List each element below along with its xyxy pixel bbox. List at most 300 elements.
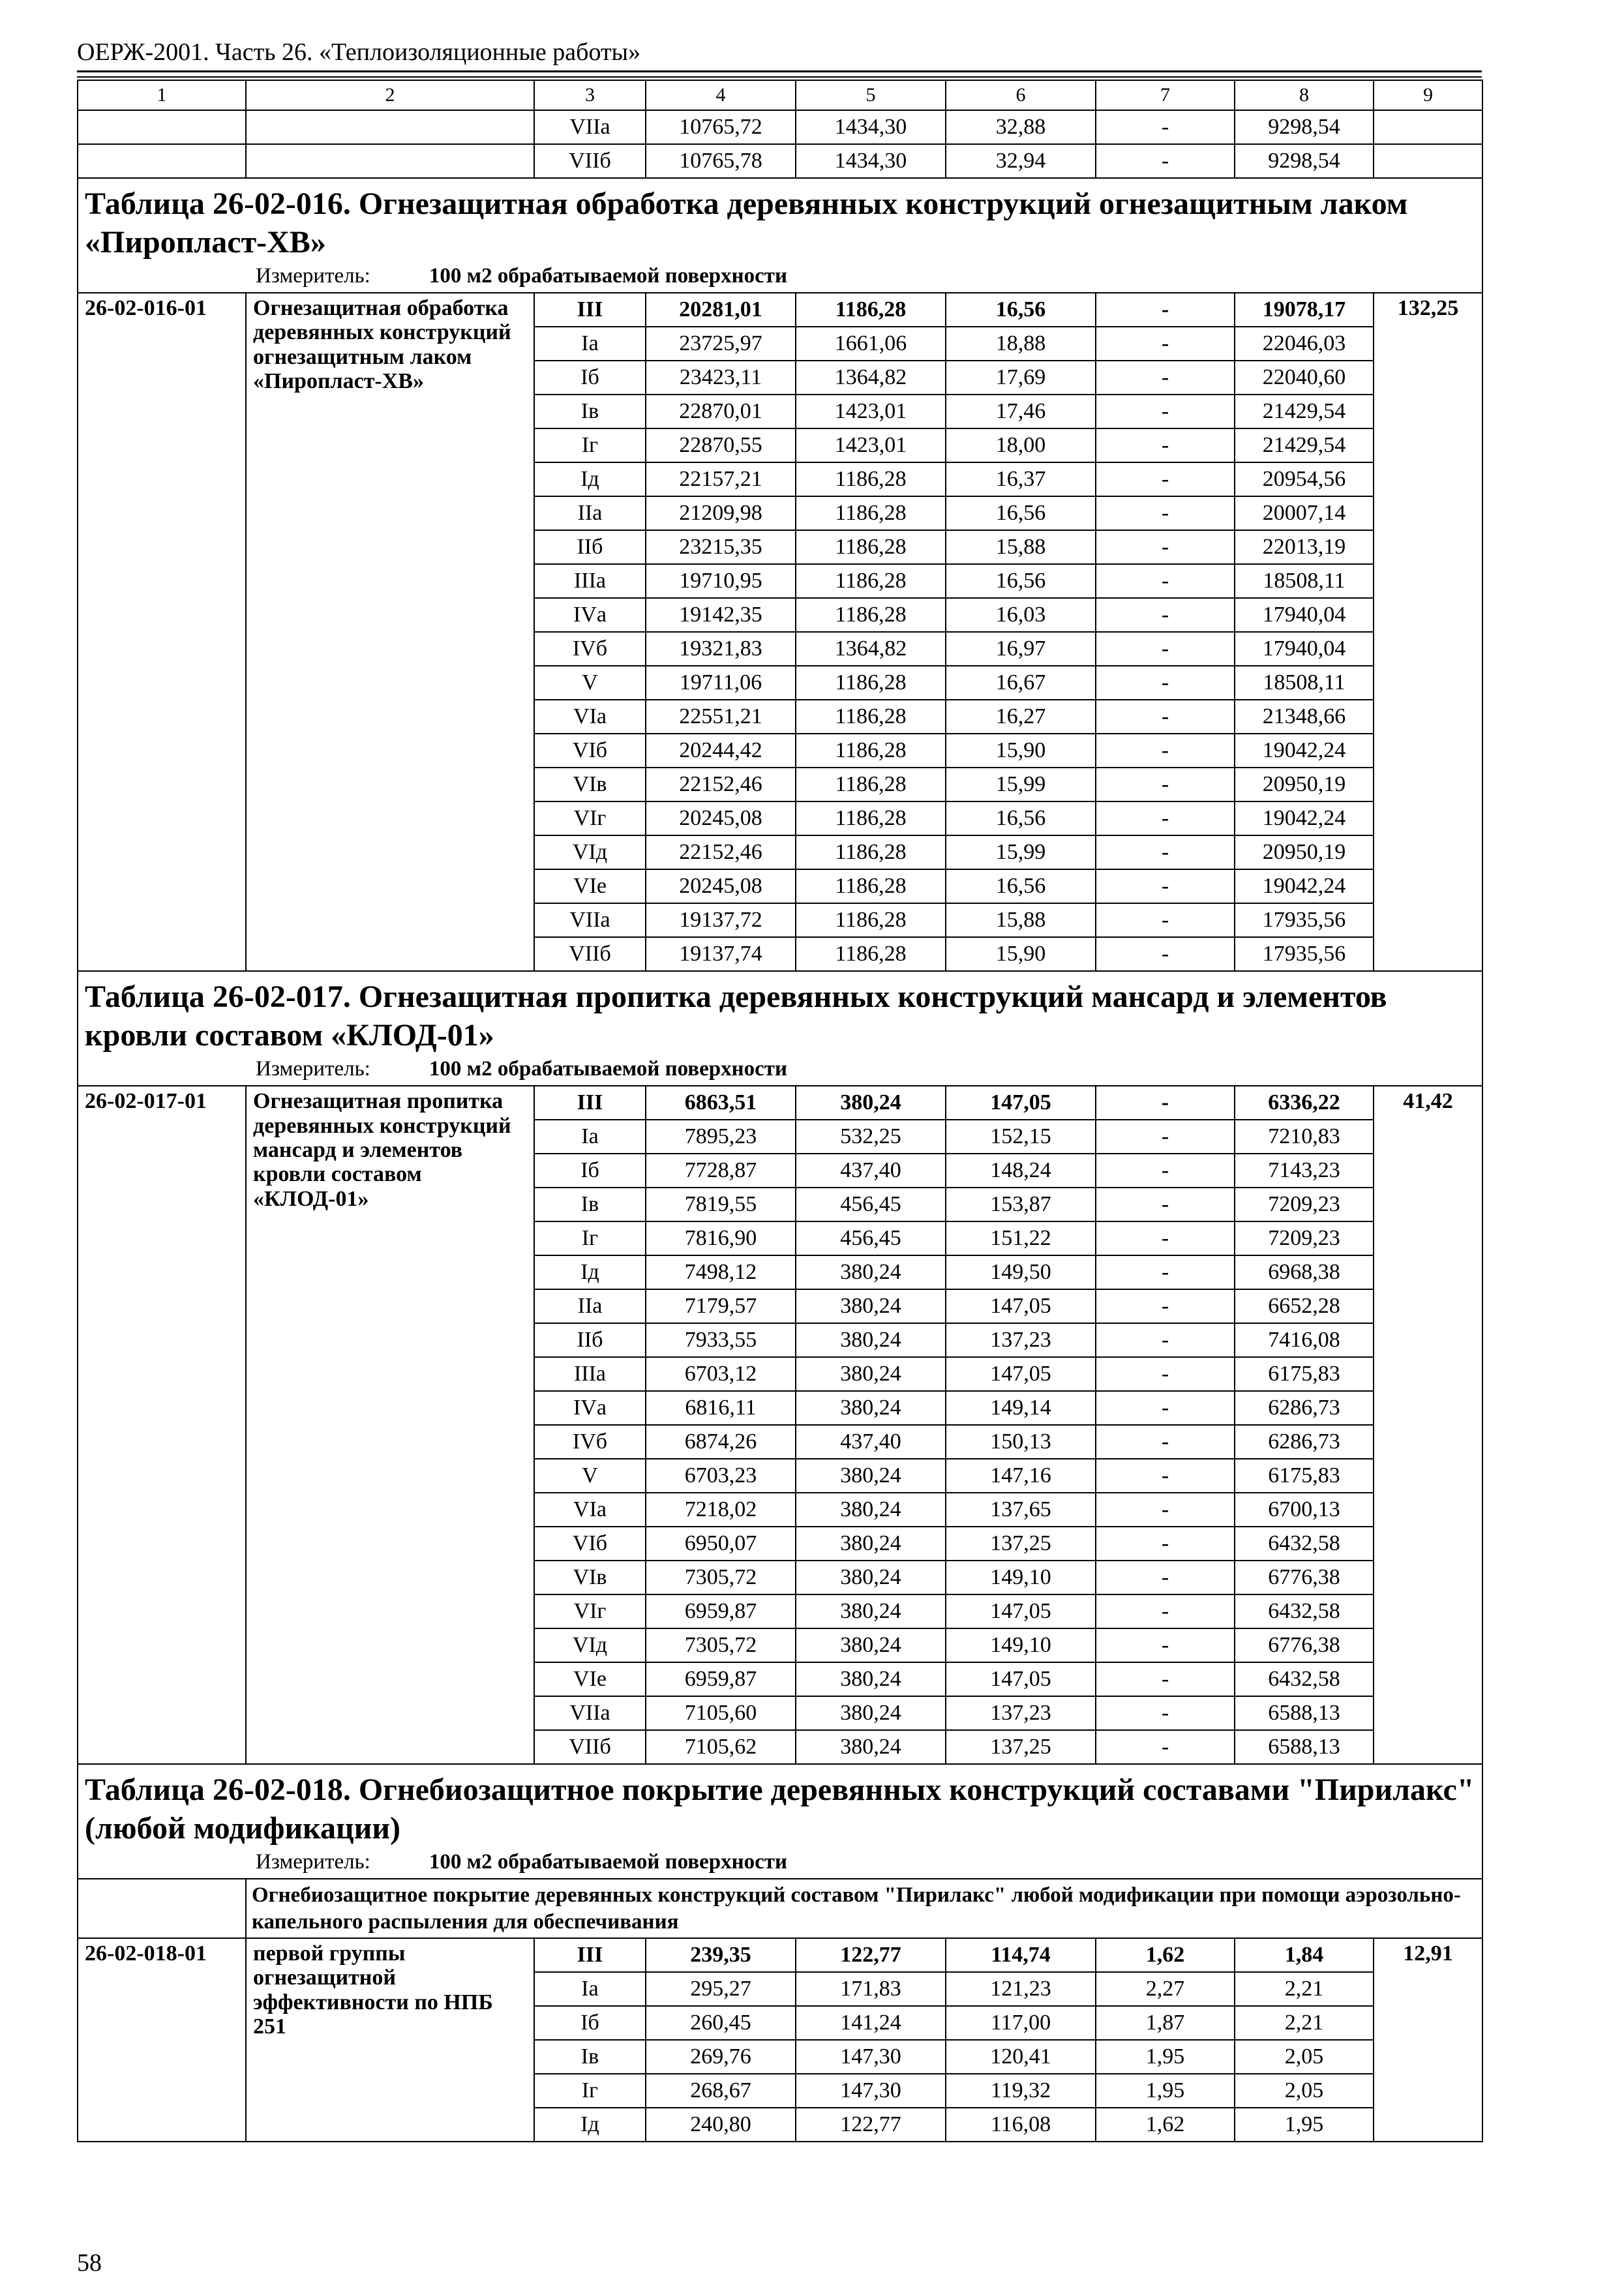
value-cell: 17940,04 — [1235, 632, 1374, 666]
value-cell: 6286,73 — [1235, 1391, 1374, 1425]
value-cell: 7105,62 — [646, 1730, 796, 1764]
value-cell: 137,23 — [946, 1696, 1096, 1730]
table-heading-cell — [78, 1764, 1482, 1879]
value-cell: 149,10 — [946, 1628, 1096, 1662]
value-cell: - — [1096, 1561, 1235, 1594]
value-cell: - — [1096, 1527, 1235, 1561]
value-cell: - — [1096, 1120, 1235, 1154]
description-cell — [246, 144, 534, 178]
value-cell: 20950,19 — [1235, 835, 1374, 869]
value-cell: 22157,21 — [646, 462, 796, 496]
value-cell: IVа — [534, 1391, 646, 1425]
value-cell: 7143,23 — [1235, 1154, 1374, 1188]
value-cell: 16,27 — [946, 700, 1096, 734]
table-section-header — [78, 178, 1482, 293]
value-cell: 16,56 — [946, 564, 1096, 598]
value-cell: 9298,54 — [1235, 110, 1374, 144]
unit-label: Измеритель: — [256, 1057, 370, 1081]
value-cell: 6703,12 — [646, 1357, 796, 1391]
value-cell: VIд — [534, 1628, 646, 1662]
value-cell: 1186,28 — [796, 462, 946, 496]
value-cell: 1,87 — [1096, 2006, 1235, 2040]
description-cell: Огнезащитная пропитка деревянных конструкций мансард и элементов кровли составом «КЛОД-01» — [246, 1086, 534, 1764]
subheading-row — [78, 1879, 1482, 1938]
value-cell: - — [1096, 768, 1235, 801]
value-cell: 19710,95 — [646, 564, 796, 598]
value-cell: 6432,58 — [1235, 1662, 1374, 1696]
value-cell: - — [1096, 327, 1235, 361]
value-cell: 380,24 — [796, 1662, 946, 1696]
value-cell: 147,30 — [796, 2040, 946, 2074]
value-cell: 1186,28 — [796, 903, 946, 937]
value-cell: - — [1096, 395, 1235, 428]
value-cell: 16,03 — [946, 598, 1096, 632]
sum-cell: 132,25 — [1374, 293, 1482, 971]
value-cell: IVб — [534, 1425, 646, 1459]
value-cell: 380,24 — [796, 1086, 946, 1120]
value-cell: 7933,55 — [646, 1323, 796, 1357]
value-cell: VIе — [534, 1662, 646, 1696]
value-cell: V — [534, 666, 646, 700]
value-cell: IIIа — [534, 564, 646, 598]
value-cell: 380,24 — [796, 1459, 946, 1493]
value-cell: 1423,01 — [796, 395, 946, 428]
value-cell: 1661,06 — [796, 327, 946, 361]
code-cell: 26-02-018-01 — [78, 1938, 246, 2142]
value-cell: 6700,13 — [1235, 1493, 1374, 1527]
value-cell: Iг — [534, 2074, 646, 2108]
value-cell: 20244,42 — [646, 734, 796, 768]
column-number: 4 — [646, 80, 796, 110]
value-cell: 2,21 — [1235, 1972, 1374, 2006]
value-cell: 6175,83 — [1235, 1357, 1374, 1391]
value-cell: 147,16 — [946, 1459, 1096, 1493]
value-cell: - — [1096, 1357, 1235, 1391]
description-cell: Огнезащитная обработка деревянных конструкций огнезащитным лаком «Пиропласт-ХВ» — [246, 293, 534, 971]
value-cell: 150,13 — [946, 1425, 1096, 1459]
value-cell: 21429,54 — [1235, 428, 1374, 462]
value-cell: 6776,38 — [1235, 1628, 1374, 1662]
value-cell: 1364,82 — [796, 632, 946, 666]
value-cell: 15,88 — [946, 530, 1096, 564]
value-cell: 16,56 — [946, 869, 1096, 903]
column-number: 1 — [78, 80, 246, 110]
value-cell: 18,88 — [946, 327, 1096, 361]
value-cell: - — [1096, 1289, 1235, 1323]
document-header: ОЕРЖ-2001. Часть 26. «Теплоизоляционные работы» — [77, 38, 641, 66]
value-cell: 380,24 — [796, 1289, 946, 1323]
value-cell: - — [1096, 632, 1235, 666]
value-cell: VIе — [534, 869, 646, 903]
value-cell: - — [1096, 293, 1235, 327]
value-cell: 22040,60 — [1235, 361, 1374, 395]
unit-label: Измеритель: — [256, 1850, 370, 1874]
value-cell: - — [1096, 428, 1235, 462]
value-cell: 19711,06 — [646, 666, 796, 700]
value-cell: 1186,28 — [796, 700, 946, 734]
value-cell: 380,24 — [796, 1323, 946, 1357]
value-cell: 18508,11 — [1235, 666, 1374, 700]
value-cell: 15,99 — [946, 768, 1096, 801]
value-cell: 137,25 — [946, 1730, 1096, 1764]
value-cell: 122,77 — [796, 1938, 946, 1972]
value-cell: 437,40 — [796, 1425, 946, 1459]
value-cell: 9298,54 — [1235, 144, 1374, 178]
value-cell: 149,14 — [946, 1391, 1096, 1425]
value-cell: 1186,28 — [796, 293, 946, 327]
value-cell: 1186,28 — [796, 869, 946, 903]
value-cell: VIIа — [534, 110, 646, 144]
value-cell: Iг — [534, 1221, 646, 1255]
value-cell: 269,76 — [646, 2040, 796, 2074]
value-cell: 1186,28 — [796, 801, 946, 835]
value-cell: Iа — [534, 1972, 646, 2006]
value-cell: 1186,28 — [796, 496, 946, 530]
column-number: 8 — [1235, 80, 1374, 110]
value-cell: 7819,55 — [646, 1188, 796, 1221]
value-cell: - — [1096, 734, 1235, 768]
value-cell: 22152,46 — [646, 768, 796, 801]
header-rule — [77, 70, 1482, 72]
value-cell: 6816,11 — [646, 1391, 796, 1425]
value-cell: - — [1096, 835, 1235, 869]
table-heading-cell — [78, 178, 1482, 293]
value-cell: 7498,12 — [646, 1255, 796, 1289]
value-cell: - — [1096, 1730, 1235, 1764]
value-cell: 6959,87 — [646, 1594, 796, 1628]
value-cell: 10765,78 — [646, 144, 796, 178]
sum-cell: 41,42 — [1374, 1086, 1482, 1764]
value-cell: 7179,57 — [646, 1289, 796, 1323]
value-cell: 6588,13 — [1235, 1696, 1374, 1730]
value-cell: - — [1096, 1255, 1235, 1289]
value-cell: 6432,58 — [1235, 1527, 1374, 1561]
value-cell: 147,05 — [946, 1289, 1096, 1323]
value-cell: 1186,28 — [796, 734, 946, 768]
value-cell: 532,25 — [796, 1120, 946, 1154]
value-cell: 19137,72 — [646, 903, 796, 937]
value-cell: - — [1096, 361, 1235, 395]
value-cell: 16,56 — [946, 801, 1096, 835]
value-cell: - — [1096, 1086, 1235, 1120]
value-cell: 2,27 — [1096, 1972, 1235, 2006]
column-number: 7 — [1096, 80, 1235, 110]
page-number: 58 — [77, 2249, 102, 2277]
value-cell: VIIб — [534, 937, 646, 971]
value-cell: 1186,28 — [796, 666, 946, 700]
value-cell: - — [1096, 937, 1235, 971]
value-cell: 380,24 — [796, 1357, 946, 1391]
value-cell: 7105,60 — [646, 1696, 796, 1730]
value-cell: 437,40 — [796, 1154, 946, 1188]
value-cell: 20245,08 — [646, 869, 796, 903]
value-cell: 22551,21 — [646, 700, 796, 734]
value-cell: 23215,35 — [646, 530, 796, 564]
table-heading-cell — [78, 971, 1482, 1086]
value-cell: 6703,23 — [646, 1459, 796, 1493]
value-cell: VIд — [534, 835, 646, 869]
value-cell: VIв — [534, 768, 646, 801]
value-cell: III — [534, 1938, 646, 1972]
value-cell: 1186,28 — [796, 937, 946, 971]
value-cell: Iб — [534, 361, 646, 395]
value-cell: 380,24 — [796, 1561, 946, 1594]
value-cell: IIб — [534, 1323, 646, 1357]
code-cell — [78, 144, 246, 178]
value-cell: 153,87 — [946, 1188, 1096, 1221]
value-cell: 19078,17 — [1235, 293, 1374, 327]
value-cell: - — [1096, 1391, 1235, 1425]
value-cell: 380,24 — [796, 1628, 946, 1662]
value-cell: - — [1096, 530, 1235, 564]
value-cell: 19142,35 — [646, 598, 796, 632]
value-cell: - — [1096, 1493, 1235, 1527]
code-cell: 26-02-017-01 — [78, 1086, 246, 1764]
value-cell: 6863,51 — [646, 1086, 796, 1120]
value-cell: IVб — [534, 632, 646, 666]
column-number: 3 — [534, 80, 646, 110]
value-cell: 17,69 — [946, 361, 1096, 395]
value-cell: 149,10 — [946, 1561, 1096, 1594]
value-cell: Iв — [534, 1188, 646, 1221]
value-cell: 17935,56 — [1235, 903, 1374, 937]
value-cell: 456,45 — [796, 1188, 946, 1221]
value-cell: 1434,30 — [796, 110, 946, 144]
value-cell: 7416,08 — [1235, 1323, 1374, 1357]
value-cell: 23423,11 — [646, 361, 796, 395]
value-cell: 7305,72 — [646, 1561, 796, 1594]
code-cell — [78, 110, 246, 144]
table-row — [78, 1086, 1482, 1120]
column-number: 2 — [246, 80, 534, 110]
value-cell: 7210,83 — [1235, 1120, 1374, 1154]
value-cell: VIIа — [534, 903, 646, 937]
value-cell: III — [534, 293, 646, 327]
value-cell: VIв — [534, 1561, 646, 1594]
value-cell: 151,22 — [946, 1221, 1096, 1255]
column-number-row — [78, 80, 1482, 110]
value-cell: 19137,74 — [646, 937, 796, 971]
value-cell: 19042,24 — [1235, 801, 1374, 835]
code-cell: 26-02-016-01 — [78, 293, 246, 971]
value-cell: 121,23 — [946, 1972, 1096, 2006]
value-cell: 22152,46 — [646, 835, 796, 869]
value-cell: Iд — [534, 2108, 646, 2142]
value-cell: 114,74 — [946, 1938, 1096, 1972]
table-title: Таблица 26-02-018. Огнебиозащитное покрытие деревянных конструкций составами "Пирилакс" (любой модификации) — [85, 1773, 1475, 1846]
unit-value: 100 м2 обрабатываемой поверхности — [429, 1057, 787, 1081]
value-cell: - — [1096, 1221, 1235, 1255]
value-cell: Iа — [534, 1120, 646, 1154]
value-cell: - — [1096, 1696, 1235, 1730]
value-cell: 171,83 — [796, 1972, 946, 2006]
value-cell: 1186,28 — [796, 564, 946, 598]
value-cell: 380,24 — [796, 1730, 946, 1764]
value-cell: Iв — [534, 395, 646, 428]
value-cell: - — [1096, 598, 1235, 632]
value-cell: 7895,23 — [646, 1120, 796, 1154]
value-cell: 1186,28 — [796, 768, 946, 801]
column-number: 6 — [946, 80, 1096, 110]
value-cell: 15,90 — [946, 734, 1096, 768]
value-cell: - — [1096, 496, 1235, 530]
value-cell: 16,56 — [946, 293, 1096, 327]
unit-line — [256, 1851, 1477, 1873]
value-cell: 16,97 — [946, 632, 1096, 666]
value-cell: 6175,83 — [1235, 1459, 1374, 1493]
value-cell: 1186,28 — [796, 530, 946, 564]
value-cell: IIа — [534, 496, 646, 530]
value-cell: 6286,73 — [1235, 1425, 1374, 1459]
value-cell: 22046,03 — [1235, 327, 1374, 361]
value-cell: 380,24 — [796, 1527, 946, 1561]
sum-cell — [1374, 144, 1482, 178]
value-cell: 260,45 — [646, 2006, 796, 2040]
value-cell: 137,65 — [946, 1493, 1096, 1527]
value-cell: 21209,98 — [646, 496, 796, 530]
value-cell: 20007,14 — [1235, 496, 1374, 530]
unit-label: Измеритель: — [256, 264, 370, 288]
value-cell: 147,30 — [796, 2074, 946, 2108]
value-cell: 21348,66 — [1235, 700, 1374, 734]
value-cell: Iг — [534, 428, 646, 462]
value-cell: 380,24 — [796, 1696, 946, 1730]
value-cell: 1,95 — [1235, 2108, 1374, 2142]
value-cell: IIа — [534, 1289, 646, 1323]
value-cell: 6874,26 — [646, 1425, 796, 1459]
value-cell: Iб — [534, 1154, 646, 1188]
column-number: 9 — [1374, 80, 1482, 110]
value-cell: 6432,58 — [1235, 1594, 1374, 1628]
value-cell: - — [1096, 1425, 1235, 1459]
value-cell: 147,05 — [946, 1086, 1096, 1120]
value-cell: VIIа — [534, 1696, 646, 1730]
value-cell: 120,41 — [946, 2040, 1096, 2074]
value-cell: 295,27 — [646, 1972, 796, 2006]
table-section-header — [78, 1764, 1482, 1879]
value-cell: 1186,28 — [796, 835, 946, 869]
table-row — [78, 1938, 1482, 1972]
value-cell: 137,25 — [946, 1527, 1096, 1561]
value-cell: 1,84 — [1235, 1938, 1374, 1972]
value-cell: 19042,24 — [1235, 869, 1374, 903]
value-cell: 7816,90 — [646, 1221, 796, 1255]
value-cell: IVа — [534, 598, 646, 632]
sum-cell — [1374, 110, 1482, 144]
value-cell: 149,50 — [946, 1255, 1096, 1289]
value-cell: Iб — [534, 2006, 646, 2040]
value-cell: 6950,07 — [646, 1527, 796, 1561]
value-cell: 17935,56 — [1235, 937, 1374, 971]
value-cell: 17,46 — [946, 395, 1096, 428]
value-cell: - — [1096, 1323, 1235, 1357]
value-cell: 122,77 — [796, 2108, 946, 2142]
value-cell: 148,24 — [946, 1154, 1096, 1188]
value-cell: 18,00 — [946, 428, 1096, 462]
value-cell: 20245,08 — [646, 801, 796, 835]
value-cell: 380,24 — [796, 1255, 946, 1289]
value-cell: III — [534, 1086, 646, 1120]
value-cell: 15,88 — [946, 903, 1096, 937]
value-cell: 116,08 — [946, 2108, 1096, 2142]
value-cell: 16,56 — [946, 496, 1096, 530]
value-cell: - — [1096, 700, 1235, 734]
value-cell: 137,23 — [946, 1323, 1096, 1357]
subheading-spacer — [78, 1879, 246, 1938]
value-cell: - — [1096, 564, 1235, 598]
value-cell: 2,05 — [1235, 2040, 1374, 2074]
value-cell: 119,32 — [946, 2074, 1096, 2108]
unit-value: 100 м2 обрабатываемой поверхности — [429, 1850, 787, 1874]
value-cell: 2,05 — [1235, 2074, 1374, 2108]
value-cell: 239,35 — [646, 1938, 796, 1972]
value-cell: 147,05 — [946, 1357, 1096, 1391]
value-cell: 10765,72 — [646, 110, 796, 144]
value-cell: 152,15 — [946, 1120, 1096, 1154]
value-cell: 7218,02 — [646, 1493, 796, 1527]
unit-value: 100 м2 обрабатываемой поверхности — [429, 264, 787, 288]
description-cell: первой группы огнезащитной эффективности по НПБ 251 — [246, 1938, 534, 2142]
table-row — [78, 293, 1482, 327]
value-cell: - — [1096, 869, 1235, 903]
value-cell: - — [1096, 801, 1235, 835]
value-cell: - — [1096, 1459, 1235, 1493]
value-cell: 1,62 — [1096, 2108, 1235, 2142]
table-title: Таблица 26-02-017. Огнезащитная пропитка деревянных конструкций мансард и элементов кровли составом «КЛОД-01» — [85, 980, 1387, 1053]
value-cell: 22013,19 — [1235, 530, 1374, 564]
value-cell: 117,00 — [946, 2006, 1096, 2040]
value-cell: 18508,11 — [1235, 564, 1374, 598]
table-row — [78, 144, 1482, 178]
value-cell: VIг — [534, 1594, 646, 1628]
sum-cell: 12,91 — [1374, 1938, 1482, 2142]
value-cell: 380,24 — [796, 1594, 946, 1628]
value-cell: - — [1096, 462, 1235, 496]
value-cell: 22870,01 — [646, 395, 796, 428]
value-cell: 20950,19 — [1235, 768, 1374, 801]
value-cell: 21429,54 — [1235, 395, 1374, 428]
unit-line — [256, 265, 1477, 287]
value-cell: 1186,28 — [796, 598, 946, 632]
value-cell: VIIб — [534, 144, 646, 178]
value-cell: - — [1096, 144, 1235, 178]
value-cell: 380,24 — [796, 1493, 946, 1527]
value-cell: Iд — [534, 462, 646, 496]
value-cell: - — [1096, 1662, 1235, 1696]
value-cell: 7209,23 — [1235, 1221, 1374, 1255]
value-cell: - — [1096, 1628, 1235, 1662]
value-cell: 6968,38 — [1235, 1255, 1374, 1289]
header-rule-second — [77, 76, 1482, 78]
value-cell: 7209,23 — [1235, 1188, 1374, 1221]
value-cell: 6652,28 — [1235, 1289, 1374, 1323]
value-cell: 32,94 — [946, 144, 1096, 178]
value-cell: 20954,56 — [1235, 462, 1374, 496]
value-cell: 20281,01 — [646, 293, 796, 327]
rates-table — [77, 80, 1483, 2142]
value-cell: 147,05 — [946, 1594, 1096, 1628]
value-cell: 1434,30 — [796, 144, 946, 178]
value-cell: 15,90 — [946, 937, 1096, 971]
value-cell: VIб — [534, 1527, 646, 1561]
value-cell: 1,95 — [1096, 2040, 1235, 2074]
table-title: Таблица 26-02-016. Огнезащитная обработка деревянных конструкций огнезащитным лаком «Пиропласт-ХВ» — [85, 187, 1408, 260]
value-cell: 16,67 — [946, 666, 1096, 700]
value-cell: 1423,01 — [796, 428, 946, 462]
value-cell: 268,67 — [646, 2074, 796, 2108]
column-number: 5 — [796, 80, 946, 110]
value-cell: 1,62 — [1096, 1938, 1235, 1972]
